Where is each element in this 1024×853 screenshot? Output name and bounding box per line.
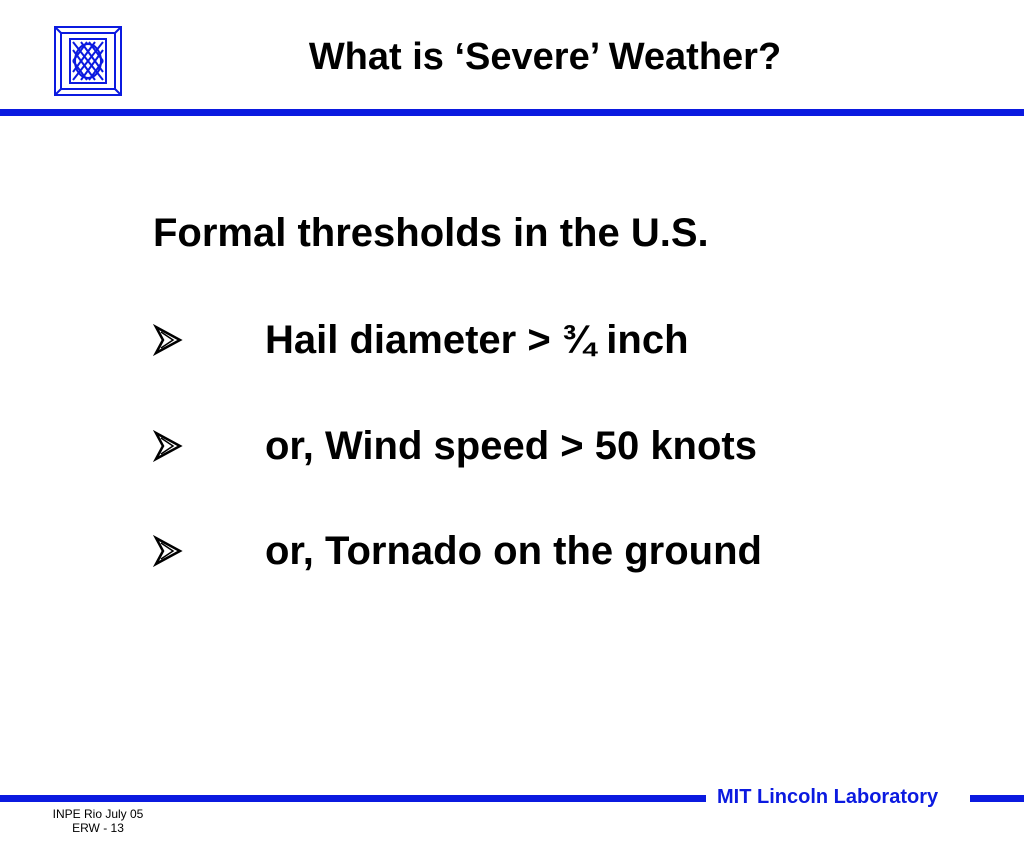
footer-note-line-2: ERW - 13 bbox=[72, 821, 124, 835]
arrow-bullet-icon bbox=[153, 535, 183, 567]
footer-divider-left bbox=[0, 795, 706, 802]
section-heading: Formal thresholds in the U.S. bbox=[153, 211, 709, 255]
header-divider bbox=[0, 109, 1024, 116]
arrow-bullet-icon bbox=[153, 324, 183, 356]
bullet-text: or, Tornado on the ground bbox=[265, 529, 762, 573]
footer-divider-right bbox=[970, 795, 1024, 802]
arrow-bullet-icon bbox=[153, 430, 183, 462]
bullet-item bbox=[153, 424, 757, 468]
bullet-item bbox=[153, 318, 689, 362]
footer-note-line-1: INPE Rio July 05 bbox=[52, 807, 144, 821]
bullet-text: Hail diameter > ¾ inch bbox=[265, 318, 689, 362]
slide-title: What is ‘Severe’ Weather? bbox=[308, 36, 782, 78]
bullet-item bbox=[153, 529, 762, 573]
footer-note bbox=[44, 807, 152, 835]
organization-name: MIT Lincoln Laboratory bbox=[717, 786, 939, 808]
bullet-text: or, Wind speed > 50 knots bbox=[265, 424, 757, 468]
